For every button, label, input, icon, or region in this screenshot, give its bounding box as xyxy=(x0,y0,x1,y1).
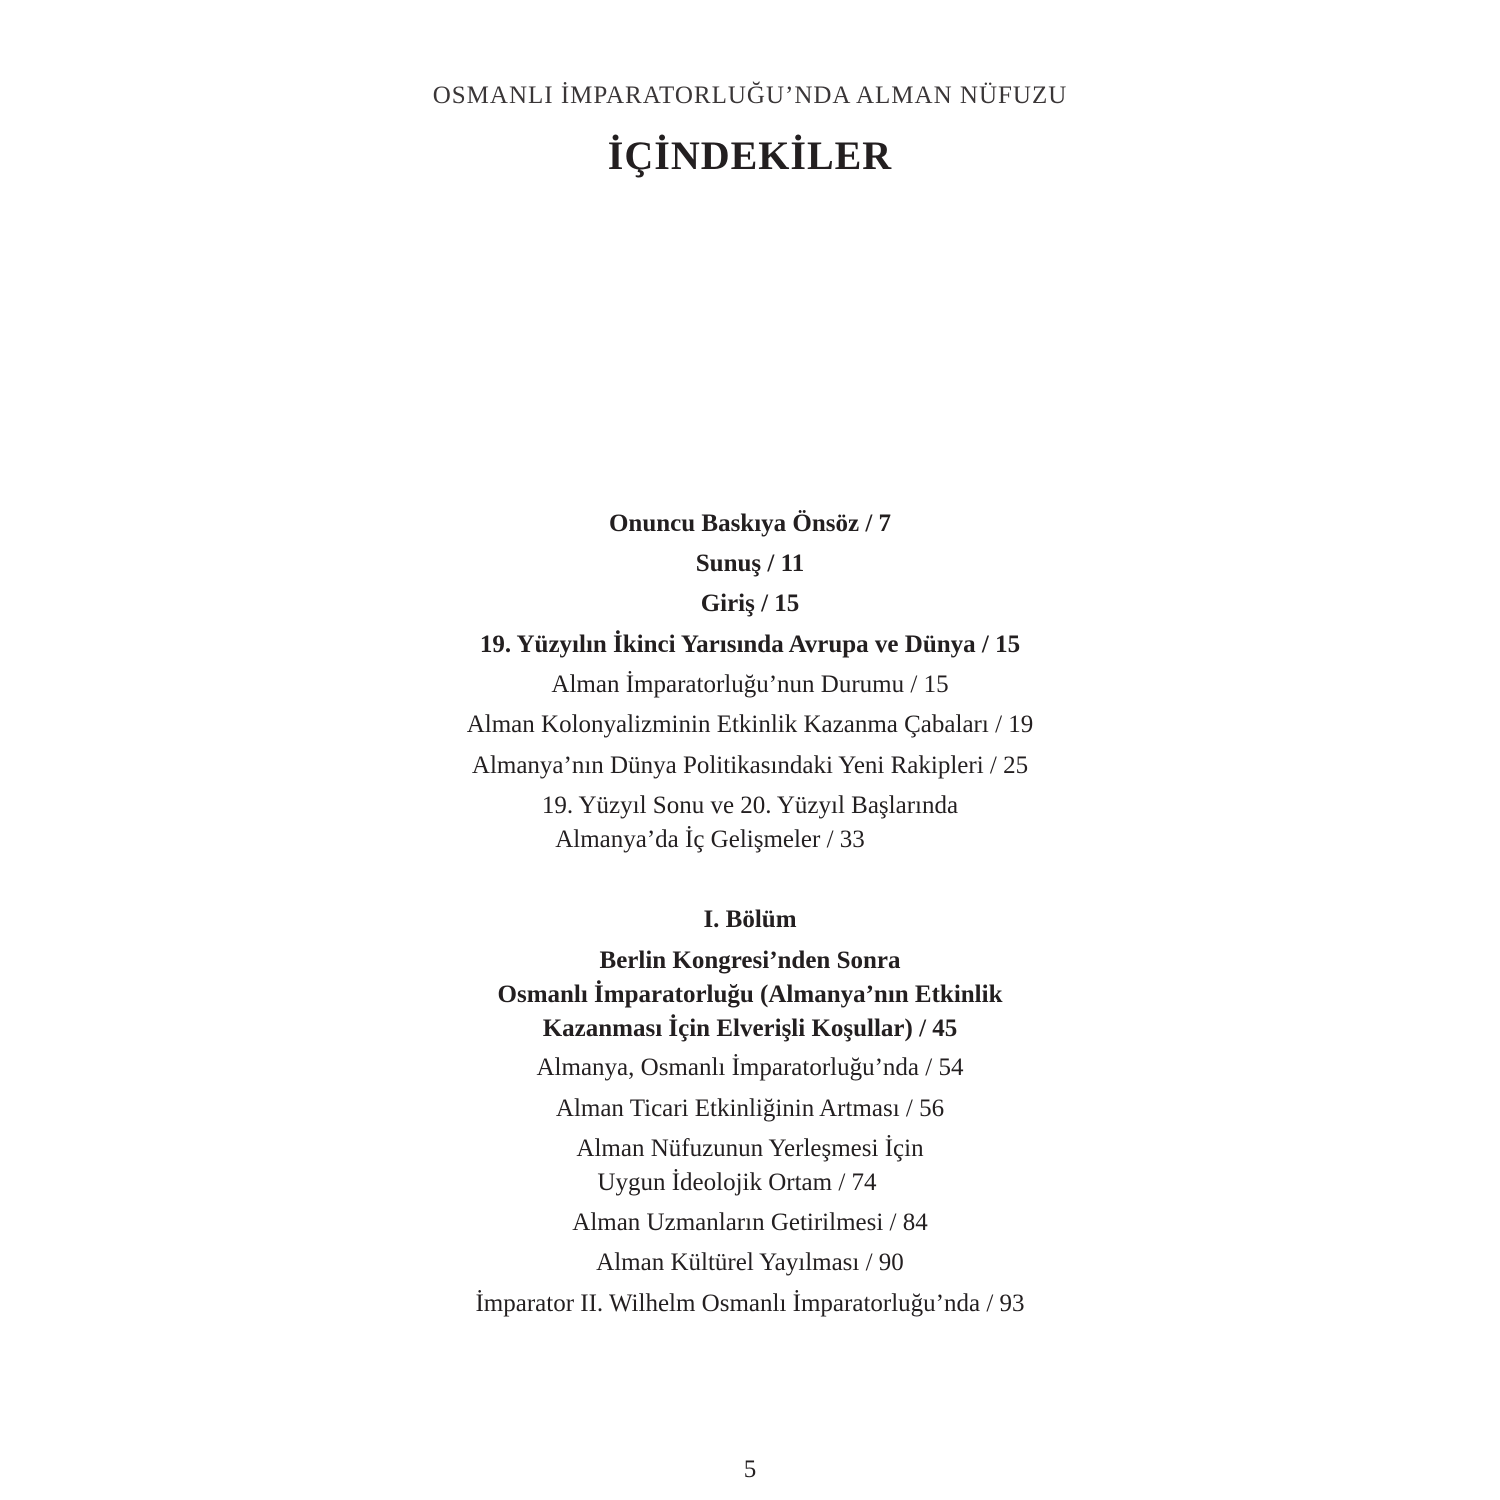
toc-entry-wilhelm[interactable] xyxy=(0,1287,1500,1321)
toc-entry-label: Sunuş / 11 xyxy=(695,550,805,577)
toc-entry-ticari-etkinlik[interactable] xyxy=(0,1092,1500,1126)
toc-entry-label-line-2: Osmanlı İmparatorluğu (Almanya’nın Etkinlik xyxy=(497,981,1003,1008)
toc-entry-alman-imparatorlugu[interactable] xyxy=(0,668,1500,702)
toc-entry-label: İmparator II. Wilhelm Osmanlı İmparatorluğu’nda / 93 xyxy=(475,1290,1025,1317)
toc-entry-kulturel-yayilma[interactable] xyxy=(0,1246,1500,1280)
toc-entry-label: Alman Kültürel Yayılması / 90 xyxy=(596,1249,904,1276)
toc-entry-label: I. Bölüm xyxy=(703,906,797,933)
page-number: 5 xyxy=(743,1456,757,1483)
toc-entry-ic-gelismeler[interactable] xyxy=(0,789,1500,857)
toc-entry-almanya-osmanli[interactable] xyxy=(0,1051,1500,1085)
toc-entry-label: 19. Yüzyılın İkinci Yarısında Avrupa ve Dünya / 15 xyxy=(479,631,1021,658)
toc-entry-label: Alman Kolonyalizminin Etkinlik Kazanma Çabaları / 19 xyxy=(466,711,1034,738)
toc-entry-giris[interactable] xyxy=(0,587,1500,621)
toc-entry-label-line-1: 19. Yüzyıl Sonu ve 20. Yüzyıl Başlarında xyxy=(541,792,959,819)
toc-entry-onsoz[interactable] xyxy=(0,507,1500,541)
toc-entry-bolum-1[interactable] xyxy=(0,903,1500,937)
toc-entry-label: Alman Uzmanların Getirilmesi / 84 xyxy=(572,1209,928,1236)
toc-entry-label: Alman İmparatorluğu’nun Durumu / 15 xyxy=(551,671,949,698)
toc-entry-kolonyalizm[interactable] xyxy=(0,708,1500,742)
toc-entry-label-line-2: Almanya’da İç Gelişmeler / 33 xyxy=(555,826,865,853)
toc-entry-label: Almanya, Osmanlı İmparatorluğu’nda / 54 xyxy=(536,1054,964,1081)
toc-entry-label: Alman Ticari Etkinliğinin Artması / 56 xyxy=(555,1095,945,1122)
toc-entry-label: Onuncu Baskıya Önsöz / 7 xyxy=(608,510,892,537)
toc-entry-label-line-3: Kazanması İçin Elverişli Koşullar) / 45 xyxy=(542,1015,958,1042)
toc-entry-ideolojik-ortam[interactable] xyxy=(0,1132,1500,1200)
toc-entry-uzmanlar[interactable] xyxy=(0,1206,1500,1240)
toc-entry-19-yuzyil[interactable] xyxy=(0,628,1500,662)
toc-entry-rakipler[interactable] xyxy=(0,749,1500,783)
toc-entry-label: Almanya’nın Dünya Politikasındaki Yeni Rakipleri / 25 xyxy=(471,752,1029,779)
page-title: İÇİNDEKİLER xyxy=(607,133,893,178)
running-header: OSMANLI İMPARATORLUĞU’NDA ALMAN NÜFUZU xyxy=(432,82,1068,109)
toc-entry-label-line-1: Alman Nüfuzunun Yerleşmesi İçin xyxy=(576,1135,924,1162)
toc-entry-sunus[interactable] xyxy=(0,547,1500,581)
toc-entry-label: Giriş / 15 xyxy=(700,590,800,617)
toc-entry-berlin-kongresi[interactable] xyxy=(0,944,1500,1046)
toc-entry-label-line-1: Berlin Kongresi’nden Sonra xyxy=(599,947,901,974)
toc-entry-label-line-2: Uygun İdeolojik Ortam / 74 xyxy=(597,1169,877,1196)
